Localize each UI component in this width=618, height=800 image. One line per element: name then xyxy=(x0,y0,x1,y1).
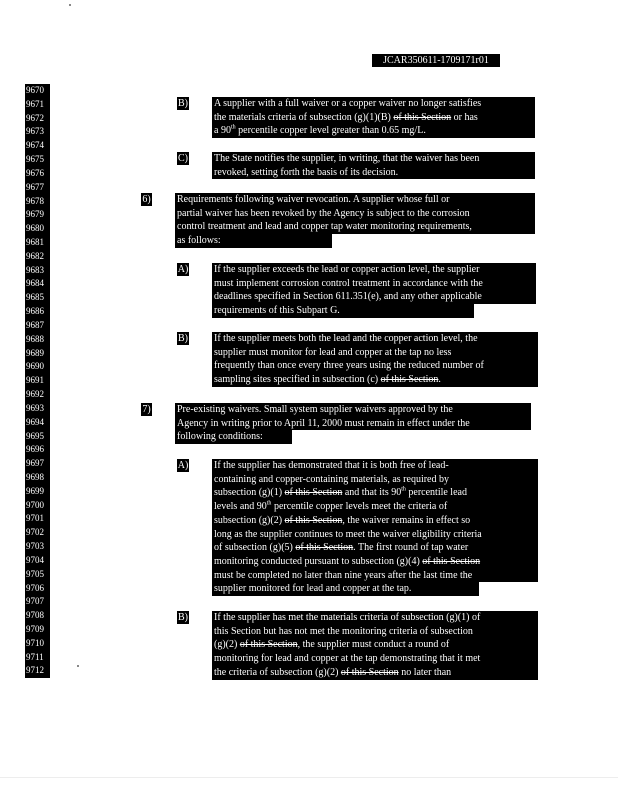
line-number: 9681 xyxy=(26,237,44,248)
para-7a-line: levels and 90th percentile copper levels meet the criteria of xyxy=(212,500,538,514)
para-b-line: a 90th percentile copper level greater than 0.65 mg/L. xyxy=(212,124,535,138)
line-number: 9683 xyxy=(26,264,44,275)
line-number: 9705 xyxy=(26,568,44,579)
scan-speck xyxy=(69,4,71,6)
para-6b-text xyxy=(212,332,538,387)
para-7-text xyxy=(175,403,531,444)
line-number: 9706 xyxy=(26,582,44,593)
line-number: 9700 xyxy=(26,499,44,510)
para-6b-line: supplier must monitor for lead and copper at the tap no less xyxy=(212,346,538,360)
para-6-line: as follows: xyxy=(175,234,332,248)
para-6a-line: deadlines specified in Section 611.351(e), and any other applicable xyxy=(212,290,536,304)
para-c-label: C) xyxy=(178,153,188,164)
line-number: 9701 xyxy=(26,513,44,524)
line-number: 9678 xyxy=(26,195,44,206)
para-6b-line: frequently than once every three years using the reduced number of xyxy=(212,359,538,373)
para-7a-line: If the supplier has demonstrated that it is both free of lead- xyxy=(212,459,538,473)
line-number: 9687 xyxy=(26,319,44,330)
para-7b-line: this Section but has not met the monitoring criteria of subsection xyxy=(212,625,538,639)
para-7a-line: supplier monitored for lead and copper at the tap. xyxy=(212,582,479,596)
para-7-line: following conditions: xyxy=(175,430,292,444)
para-b-line: A supplier with a full waiver or a copper waiver no longer satisfies xyxy=(212,97,535,111)
line-number: 9691 xyxy=(26,375,44,386)
line-number: 9677 xyxy=(26,181,44,192)
line-number: 9699 xyxy=(26,485,44,496)
line-number: 9708 xyxy=(26,610,44,621)
para-6-line: partial waiver has been revoked by the Agency is subject to the corrosion xyxy=(175,207,535,221)
para-7b-line: If the supplier has met the materials criteria of subsection (g)(1) of xyxy=(212,611,538,625)
line-number: 9711 xyxy=(26,651,44,662)
para-7-label: 7) xyxy=(142,404,151,415)
line-number: 9689 xyxy=(26,347,44,358)
para-7b-text xyxy=(212,611,538,680)
line-number: 9704 xyxy=(26,554,44,565)
para-6-text xyxy=(175,193,535,248)
para-6a-line: If the supplier exceeds the lead or copper action level, the supplier xyxy=(212,263,536,277)
para-6a-line: must implement corrosion control treatment in accordance with the xyxy=(212,277,536,291)
line-number: 9680 xyxy=(26,223,44,234)
para-6a-label: A) xyxy=(177,264,189,275)
line-number: 9684 xyxy=(26,278,44,289)
para-c-text xyxy=(212,152,535,179)
para-7b-label: B) xyxy=(178,612,188,623)
line-number: 9675 xyxy=(26,154,44,165)
para-6-label: 6) xyxy=(142,194,151,205)
line-number: 9674 xyxy=(26,140,44,151)
para-7b-line: (g)(2) of this Section, the supplier must conduct a round of xyxy=(212,638,538,652)
line-number: 9693 xyxy=(26,402,44,413)
line-number: 9679 xyxy=(26,209,44,220)
line-number: 9688 xyxy=(26,333,44,344)
para-7a-line: containing and copper-containing materials, as required by xyxy=(212,473,538,487)
para-7-line: Agency in writing prior to April 11, 2000 must remain in effect under the xyxy=(175,417,531,431)
line-number: 9690 xyxy=(26,361,44,372)
line-number: 9695 xyxy=(26,430,44,441)
para-7a-label: A) xyxy=(177,460,189,471)
document-id-header: JCAR350611-1709171r01 xyxy=(372,54,500,67)
para-7b-line: monitoring for lead and copper at the tap demonstrating that it met xyxy=(212,652,538,666)
line-number: 9707 xyxy=(26,596,44,607)
para-b-line: the materials criteria of subsection (g)(1)(B) of this Section or has xyxy=(212,111,535,125)
para-7-line: Pre-existing waivers. Small system supplier waivers approved by the xyxy=(175,403,531,417)
para-6b-line: If the supplier meets both the lead and the copper action level, the xyxy=(212,332,538,346)
line-number: 9712 xyxy=(26,665,44,676)
para-7b-line: the criteria of subsection (g)(2) of this Section no later than xyxy=(212,666,538,680)
para-7a-line: subsection (g)(1) of this Section and that its 90th percentile lead xyxy=(212,486,538,500)
para-b-text xyxy=(212,97,535,138)
line-number: 9703 xyxy=(26,541,44,552)
page-bottom-edge xyxy=(0,777,618,778)
para-7a-text xyxy=(212,459,538,596)
line-number: 9709 xyxy=(26,623,44,634)
line-number: 9698 xyxy=(26,471,44,482)
line-number: 9685 xyxy=(26,292,44,303)
line-number: 9673 xyxy=(26,126,44,137)
para-7a-line: long as the supplier continues to meet the waiver eligibility criteria xyxy=(212,528,538,542)
para-6a-text xyxy=(212,263,536,318)
line-number: 9697 xyxy=(26,458,44,469)
line-number: 9672 xyxy=(26,112,44,123)
para-b-label: B) xyxy=(178,98,188,109)
para-7a-line: monitoring conducted pursuant to subsection (g)(4) of this Section xyxy=(212,555,538,569)
para-c-line: The State notifies the supplier, in writing, that the waiver has been xyxy=(212,152,535,166)
para-6b-line: sampling sites specified in subsection (c) of this Section. xyxy=(212,373,538,387)
line-number: 9686 xyxy=(26,306,44,317)
line-number: 9696 xyxy=(26,444,44,455)
line-number: 9670 xyxy=(26,85,44,95)
para-6-line: Requirements following waiver revocation. A supplier whose full or xyxy=(175,193,535,207)
para-c-line: revoked, setting forth the basis of its decision. xyxy=(212,166,535,180)
line-number: 9694 xyxy=(26,416,44,427)
para-6a-line: requirements of this Subpart G. xyxy=(212,304,474,318)
para-6b-label: B) xyxy=(178,333,188,344)
para-7a-line: subsection (g)(2) of this Section, the waiver remains in effect so xyxy=(212,514,538,528)
line-number: 9710 xyxy=(26,637,44,648)
line-number-column xyxy=(25,84,50,678)
line-number: 9702 xyxy=(26,527,44,538)
line-number: 9692 xyxy=(26,389,44,400)
line-number: 9682 xyxy=(26,250,44,261)
line-number: 9676 xyxy=(26,167,44,178)
line-number: 9671 xyxy=(26,98,44,109)
para-6-line: control treatment and lead and copper tap water monitoring requirements, xyxy=(175,220,535,234)
para-7a-line: must be completed no later than nine years after the last time the xyxy=(212,569,538,583)
scan-speck xyxy=(77,665,79,667)
para-7a-line: of subsection (g)(5) of this Section. The first round of tap water xyxy=(212,541,538,555)
